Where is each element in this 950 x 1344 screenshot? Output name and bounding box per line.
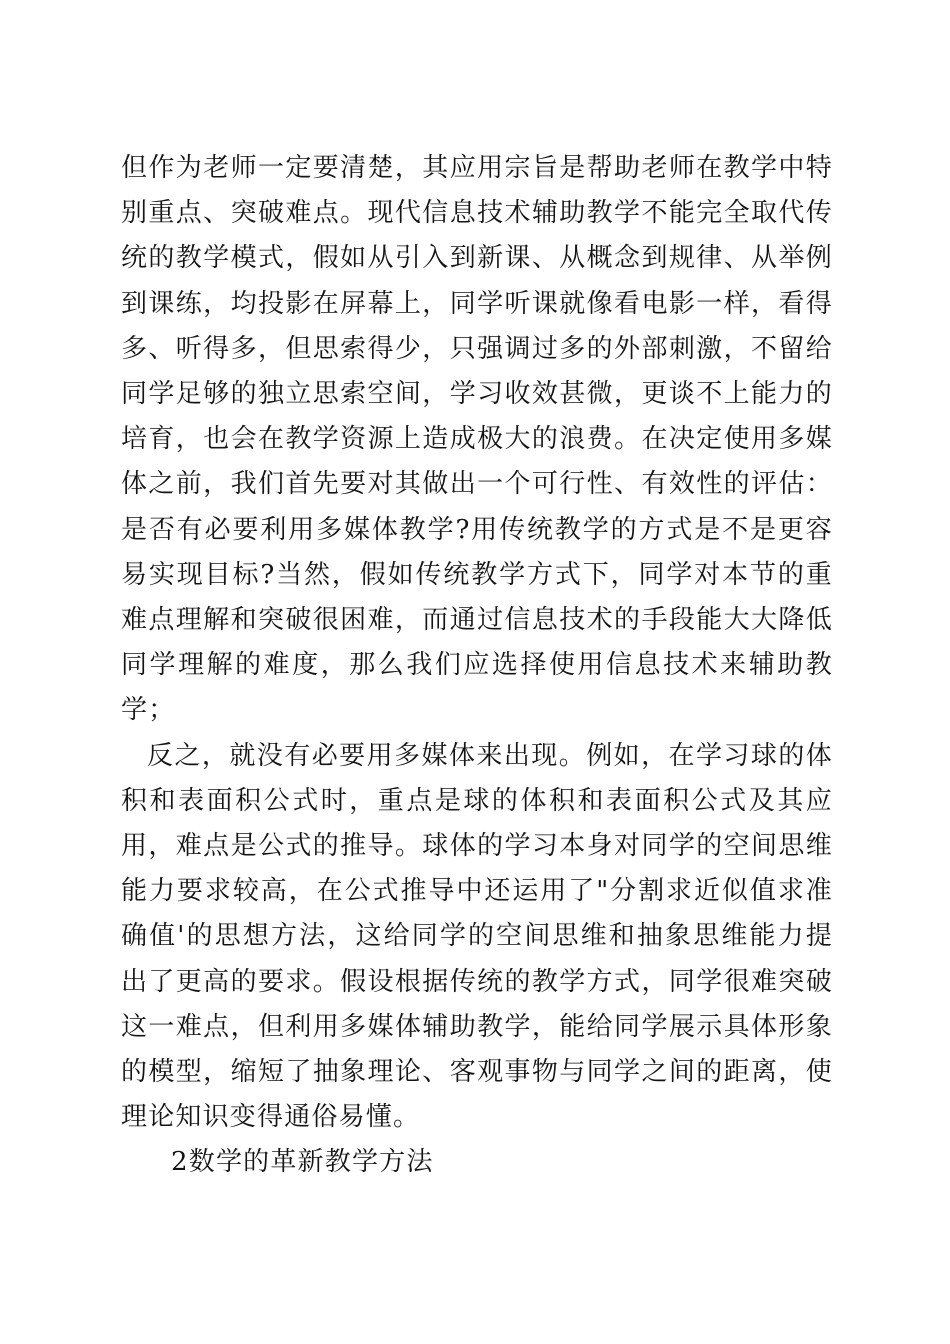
paragraph-2: 反之，就没有必要用多媒体来出现。例如，在学习球的体积和表面积公式时，重点是球的体积和表面积公式及其应用，难点是公式的推导。球体的学习本身对同学的空间思维能力要求较高，在公式推导中还运用了"分割求近似值求准确值'的思想方法，这给同学的空间思维和抽象思维能力提出了更高的要求。假设根据传统的教学方式，同学很难突破这一难点，但利用多媒体辅助教学，能给同学展示具体形象的模型，缩短了抽象理论、客观事物与同学之间的距离，使理论知识变得通俗易懂。 <box>121 740 833 1133</box>
section-heading: 2数学的革新教学方法 <box>171 1147 434 1178</box>
document-body <box>121 146 833 1186</box>
paragraph-1: 但作为老师一定要清楚，其应用宗旨是帮助老师在教学中特别重点、突破难点。现代信息技术辅助教学不能完全取代传统的教学模式，假如从引入到新课、从概念到规律、从举例到课练，均投影在屏幕上，同学听课就像看电影一样，看得多、听得多，但思索得少，只强调过多的外部刺激，不留给同学足够的独立思索空间，学习收效甚微，更谈不上能力的培育，也会在教学资源上造成极大的浪费。在决定使用多媒体之前，我们首先要对其做出一个可行性、有效性的评估：是否有必要利用多媒体教学?用传统教学的方式是不是更容易实现目标?当然，假如传统教学方式下，同学对本节的重难点理解和突破很困难，而通过信息技术的手段能大大降低同学理解的难度，那么我们应选择使用信息技术来辅助教学； <box>121 153 833 726</box>
